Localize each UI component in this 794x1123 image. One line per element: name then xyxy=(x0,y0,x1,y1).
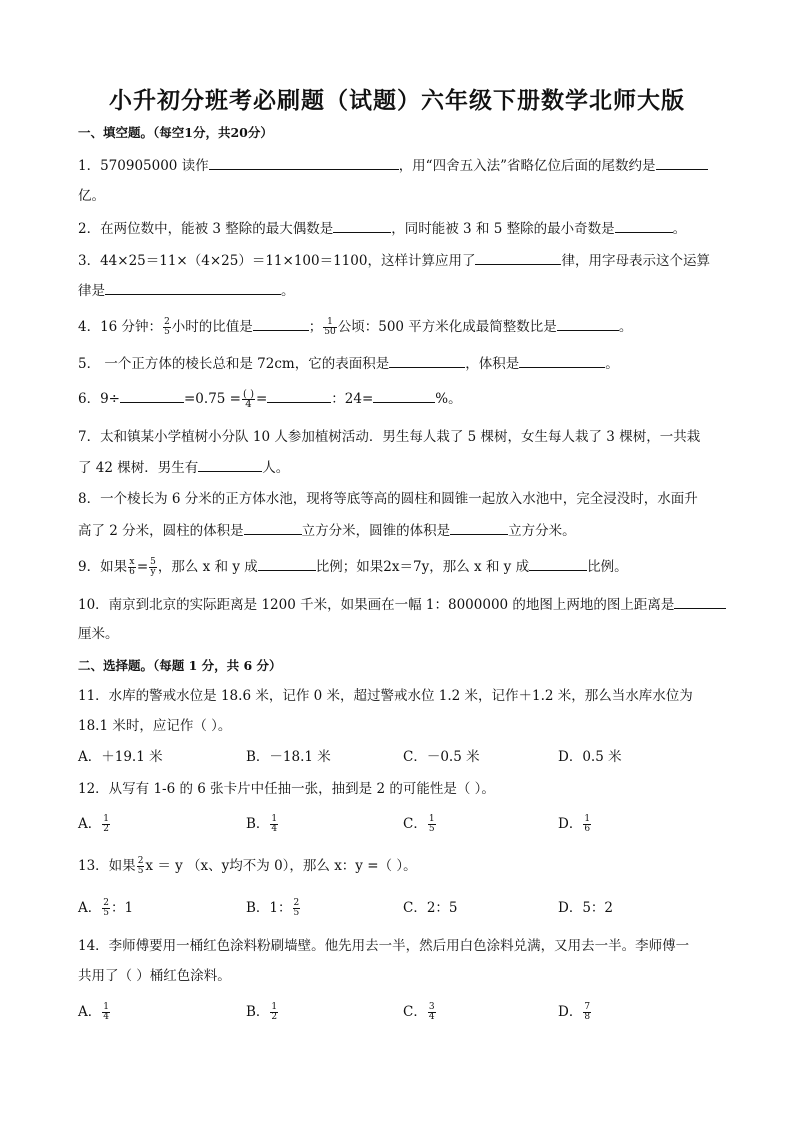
option-b[interactable]: B．1： $\frac{2}{5}$ xyxy=(246,898,300,918)
answer-blank[interactable] xyxy=(450,520,508,535)
fraction: $\frac{1}{6}$ xyxy=(584,814,591,834)
question-11-line-1: 11．水库的警戒水位是 18.6 米，记作 0 米，超过警戒水位 1.2 米，记作＋1.2 米，那么当水库水位为 xyxy=(78,688,693,704)
question-4 xyxy=(78,316,632,337)
option-b[interactable]: B． $\frac{1}{4}$ xyxy=(246,814,278,834)
answer-blank[interactable] xyxy=(615,218,673,233)
fraction[interactable]: $\frac{( )}{4}$ xyxy=(242,389,254,410)
page-title: 小升初分班考必刷题（试题）六年级下册数学北师大版 xyxy=(109,87,685,114)
answer-blank[interactable] xyxy=(333,218,391,233)
option-c[interactable]: C． $\frac{3}{4}$ xyxy=(403,1002,435,1022)
question-12: 12．从写有 1-6 的 6 张卡片中任抽一张，抽到是 2 的可能性是（ ）。 xyxy=(78,781,495,797)
question-3-text: 。 xyxy=(281,283,295,299)
option-d[interactable]: D． $\frac{7}{8}$ xyxy=(558,1002,591,1022)
question-8-line-1: 8．一个棱长为 6 分米的正方体水池，现将等底等高的圆柱和圆锥一起放入水池中，完全浸没时，水面升 xyxy=(78,491,698,507)
fraction: $\frac{1}{2}$ xyxy=(103,814,109,834)
question-5 xyxy=(78,353,619,374)
question-6-text: =0.75 = xyxy=(184,391,241,407)
question-13-text: 13．如果 xyxy=(78,858,136,874)
question-8-text: 高了 2 分米，圆柱的体积是 xyxy=(78,523,244,539)
answer-blank[interactable] xyxy=(519,353,605,368)
answer-blank[interactable] xyxy=(258,556,316,571)
fraction: $\frac{1}{4}$ xyxy=(103,1002,109,1022)
answer-blank[interactable] xyxy=(105,280,281,295)
option-a[interactable]: A． $\frac{2}{5}$ ：1 xyxy=(78,898,134,918)
answer-blank[interactable] xyxy=(373,388,435,403)
option-b[interactable]: B．－18.1 米 xyxy=(246,749,331,765)
option-a[interactable]: A． $\frac{1}{4}$ xyxy=(78,1002,109,1022)
question-4-text: 。 xyxy=(618,319,633,335)
answer-blank[interactable] xyxy=(656,155,708,170)
question-3-text: 律是 xyxy=(78,283,105,299)
fraction: $\frac{x}{6}$ xyxy=(129,557,135,577)
question-10-text: 10．南京到北京的实际距离是 1200 千米，如果画在一幅 1：8000000 的地图上两地的图上距离是 xyxy=(78,597,675,613)
fraction: $\frac{7}{8}$ xyxy=(584,1002,591,1022)
fraction: $\frac{2}{5}$ xyxy=(293,898,300,918)
question-3-line-2 xyxy=(78,280,295,301)
question-9-text: 9．如果 xyxy=(78,559,128,575)
question-7-line-2 xyxy=(78,457,289,478)
question-9 xyxy=(78,556,628,577)
question-5-text: 。 xyxy=(605,356,619,372)
question-1-line-1 xyxy=(78,155,708,176)
fraction: $\frac{1}{4}$ xyxy=(271,814,278,834)
answer-blank[interactable] xyxy=(209,155,399,170)
question-13 xyxy=(78,856,417,876)
question-4-text: 4．16 分钟： xyxy=(78,319,163,335)
question-7-text: 人。 xyxy=(262,460,290,476)
question-14-line-1: 14．李师傅要用一桶红色涂料粉刷墙壁。他先用去一半，然后用白色涂料兑满，又用去一半。李师傅一 xyxy=(78,938,690,954)
question-9-text: 比例。 xyxy=(587,559,628,575)
question-9-text: = xyxy=(136,559,149,575)
question-3-text: 3．44×25＝11×（4×25）＝11×100＝1100，这样计算应用了 xyxy=(78,253,476,269)
question-3-text: 律，用字母表示这个运算 xyxy=(561,253,710,269)
answer-blank[interactable] xyxy=(244,520,302,535)
answer-blank[interactable] xyxy=(475,250,561,265)
question-5-text: ，体积是 xyxy=(465,356,520,372)
question-4-text: 公顷：500 平方米化成最简整数比是 xyxy=(337,319,557,335)
question-2 xyxy=(78,218,686,239)
question-4-text: 小时的比值是 xyxy=(171,319,253,335)
fraction: $\frac{1}{2}$ xyxy=(271,1002,278,1022)
fraction: $\frac{2}{5}$ xyxy=(164,317,170,337)
question-2-text: 。 xyxy=(672,221,687,237)
question-6 xyxy=(78,388,462,409)
answer-blank[interactable] xyxy=(389,353,465,368)
option-d[interactable]: D．5：2 xyxy=(558,900,614,916)
answer-blank[interactable] xyxy=(529,556,587,571)
question-7-line-1: 7．太和镇某小学植树小分队 10 人参加植树活动．男生每人栽了 5 棵树，女生每人栽了 3 棵树，一共栽 xyxy=(78,429,701,445)
fraction: $\frac{3}{4}$ xyxy=(428,1002,435,1022)
question-8-text: 立方分米。 xyxy=(508,523,576,539)
fraction: $\frac{1}{50}$ xyxy=(324,317,336,337)
option-b[interactable]: B． $\frac{1}{2}$ xyxy=(246,1002,278,1022)
answer-blank[interactable] xyxy=(267,388,331,403)
question-7-text: 了 42 棵树．男生有 xyxy=(78,460,199,476)
question-11-line-2: 18.1 米时，应记作（ ）。 xyxy=(78,718,232,734)
option-c[interactable]: C． $\frac{1}{5}$ xyxy=(403,814,435,834)
question-2-text: ，同时能被 3 和 5 整除的最小奇数是 xyxy=(391,221,615,237)
fraction: $\frac{5}{y}$ xyxy=(150,557,156,577)
question-9-text: ，那么 x 和 y 成 xyxy=(157,559,258,575)
option-a[interactable]: A． $\frac{1}{2}$ xyxy=(78,814,109,834)
answer-blank[interactable] xyxy=(198,457,262,472)
question-2-text: 2．在两位数中，能被 3 整除的最大偶数是 xyxy=(78,221,334,237)
question-6-text: = xyxy=(255,391,268,407)
question-1-text: ，用“四舍五入法”省略亿位后面的尾数约是 xyxy=(398,158,656,174)
answer-blank[interactable] xyxy=(557,316,619,331)
question-6-text: %。 xyxy=(435,391,462,407)
question-4-text: ； xyxy=(308,319,323,335)
option-d[interactable]: D．0.5 米 xyxy=(558,749,622,765)
answer-blank[interactable] xyxy=(674,594,726,609)
option-a[interactable]: A．＋19.1 米 xyxy=(78,749,163,765)
question-1-line-2: 亿。 xyxy=(78,188,105,204)
question-3-line-1 xyxy=(78,250,710,271)
question-1-text: 1．570905000 读作 xyxy=(78,158,209,174)
question-6-text: ：24= xyxy=(331,391,374,407)
question-8-text: 立方分米，圆锥的体积是 xyxy=(301,523,451,539)
question-13-text: x ＝ y （x、y均不为 0），那么 x：y =（ ）。 xyxy=(145,858,417,874)
section-heading-multiple-choice: 二、选择题。（每题 1 分，共 6 分） xyxy=(78,658,282,673)
answer-blank[interactable] xyxy=(253,316,309,331)
question-9-text: 比例；如果2x＝7y，那么 x 和 y 成 xyxy=(315,559,530,575)
question-10-line-2: 厘米。 xyxy=(78,626,119,642)
question-14-line-2: 共用了（ ）桶红色涂料。 xyxy=(78,968,231,984)
option-c[interactable]: C．2：5 xyxy=(403,900,458,916)
section-heading-fill-blank: 一、填空题。（每空1分，共20分） xyxy=(78,125,273,140)
question-10-line-1 xyxy=(78,594,726,615)
fraction: $\frac{1}{5}$ xyxy=(428,814,435,834)
option-d[interactable]: D． $\frac{1}{6}$ xyxy=(558,814,591,834)
question-6-text: 6．9÷ xyxy=(78,391,120,407)
option-c[interactable]: C．－0.5 米 xyxy=(403,749,480,765)
fraction: $\frac{2}{5}$ xyxy=(137,856,144,876)
fraction: $\frac{2}{5}$ xyxy=(103,898,109,918)
question-8-line-2 xyxy=(78,520,576,541)
answer-blank[interactable] xyxy=(120,388,184,403)
question-5-text: 5． 一个正方体的棱长总和是 72cm，它的表面积是 xyxy=(78,356,390,372)
